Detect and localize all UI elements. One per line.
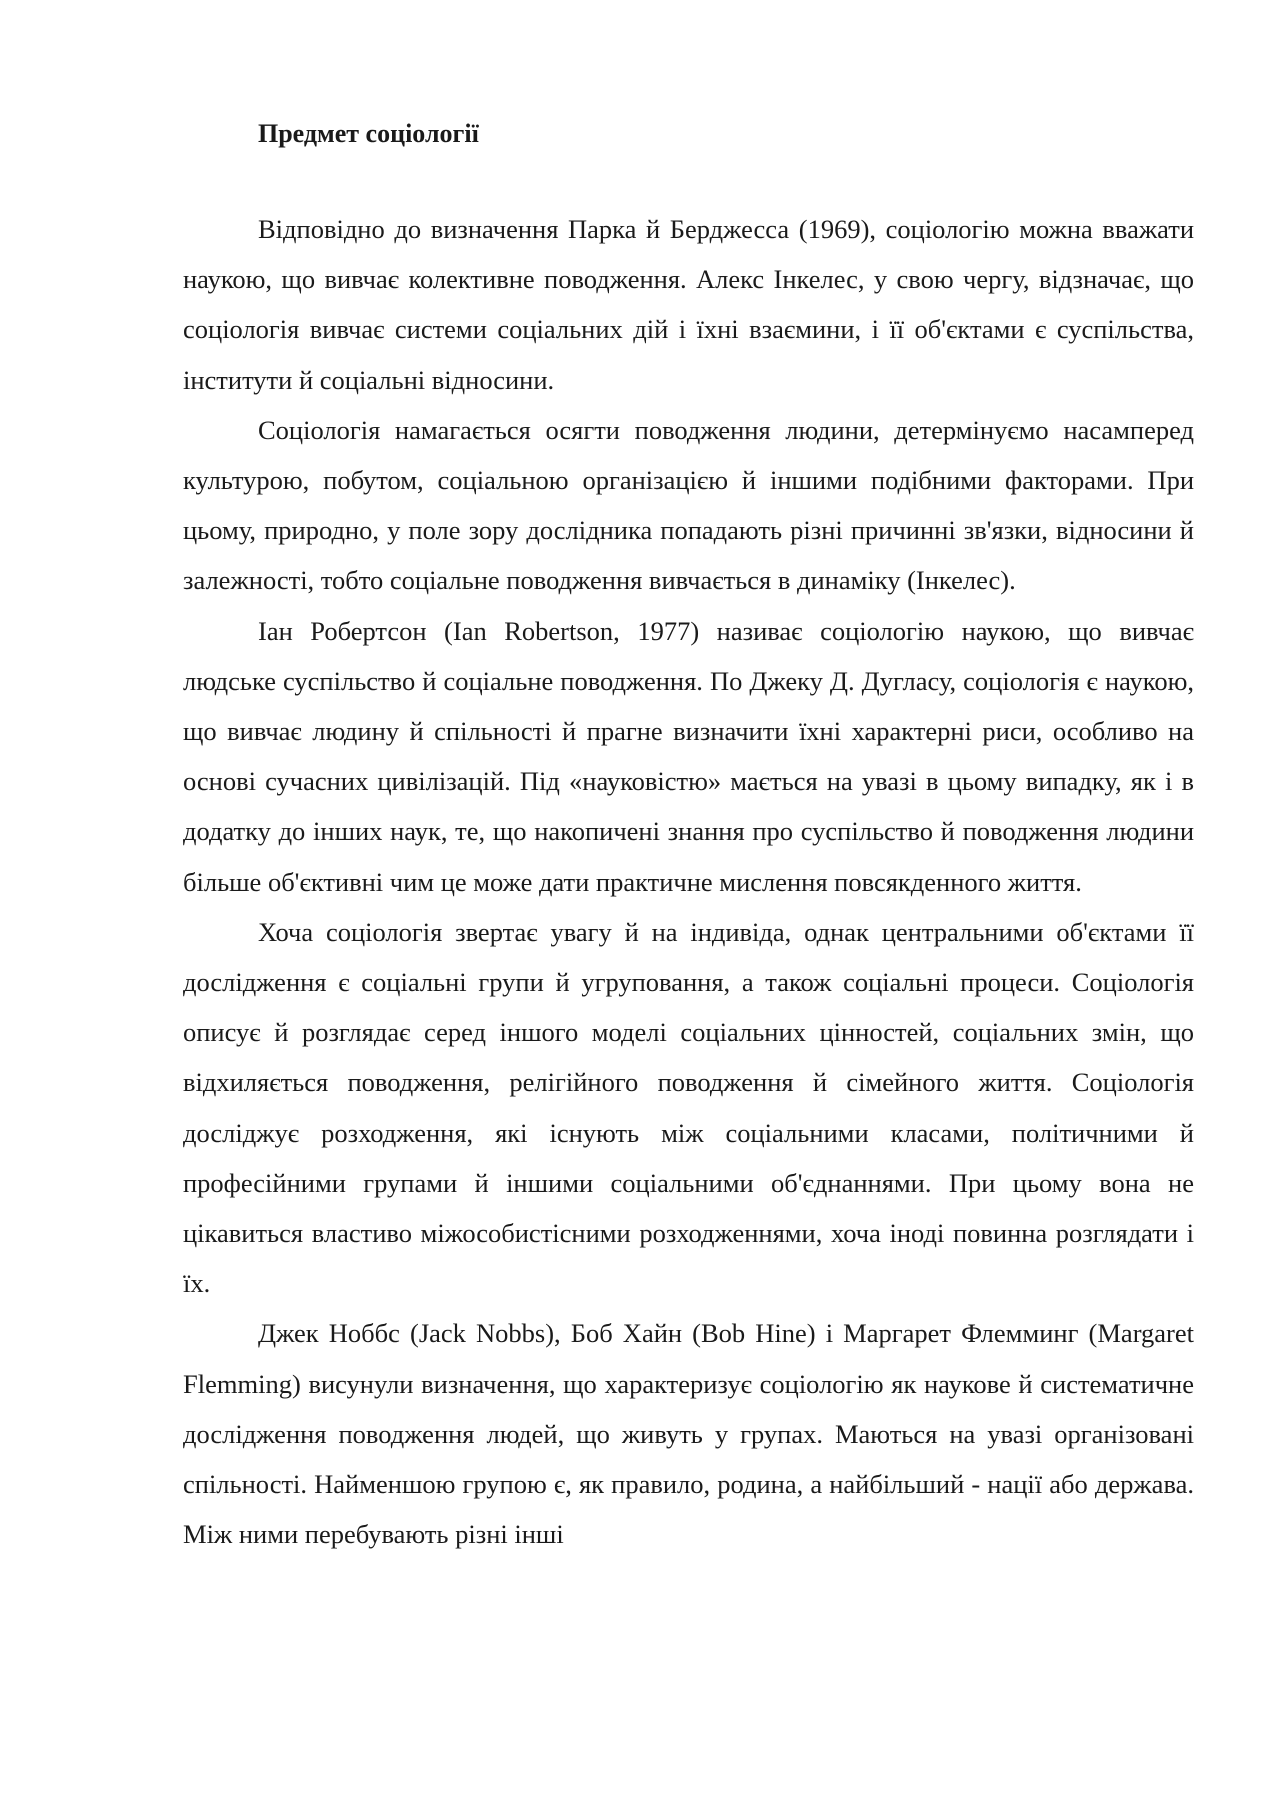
paragraph-2: Соціологія намагається осягти поводження людини, детермінуємо насамперед культурою, побутом, соціальною організацією й іншими подібними факторами. При цьому, природно, у поле зору дослідника попадають різні причинні зв'язки, відносини й залежності, тобто соціальне поводження вивчається в динаміку (Інкелес). [183,414,1194,596]
document-body [183,118,1194,1559]
paragraph-3: Іан Робертсон (Ian Robertson, 1977) називає соціологію наукою, що вивчає людське суспільство й соціальне поводження. По Джеку Д. Дугласу, соціологія є наукою, що вивчає людину й спільності й прагне визначити їхні характерні риси, особливо на основі сучасних цивілізацій. Під «науковістю» мається на увазі в цьому випадку, як і в додатку до інших наук, те, що накопичені знання про суспільство й поводження людини більше об'єктивні чим це може дати практичне мислення повсякденного життя. [183,615,1194,897]
page-title: Предмет соціології [258,119,479,148]
paragraph-5: Джек Ноббс (Jack Nobbs), Боб Хайн (Bob Hine) і Маргарет Флемминг (Margaret Flemming) висунули визначення, що характеризує соціологію як наукове й систематичне дослідження поводження людей, що живуть у групах. Маються на увазі організовані спільності. Найменшою групою є, як правило, родина, а найбільший - нації або держава. Між ними перебувають різні інші [183,1318,1194,1550]
paragraph-4: Хоча соціологія звертає увагу й на індивіда, однак центральними об'єктами її дослідження є соціальні групи й угруповання, а також соціальні процеси. Соціологія описує й розглядає серед іншого моделі соціальних цінностей, соціальних змін, що відхиляється поводження, релігійного поводження й сімейного життя. Соціологія досліджує розходження, які існують між соціальними класами, політичними й професійними групами й іншими соціальними об'єднаннями. При цьому вона не цікавиться властиво міжособистісними розходженнями, хоча іноді повинна розглядати і їх. [183,916,1194,1299]
paragraph-1: Відповідно до визначення Парка й Берджесса (1969), соціологію можна вважати наукою, що вивчає колективне поводження. Алекс Інкелес, у свою чергу, відзначає, що соціологія вивчає системи соціальних дій і їхні взаємини, і її об'єктами є суспільства, інститути й соціальні відносини. [183,214,1194,395]
